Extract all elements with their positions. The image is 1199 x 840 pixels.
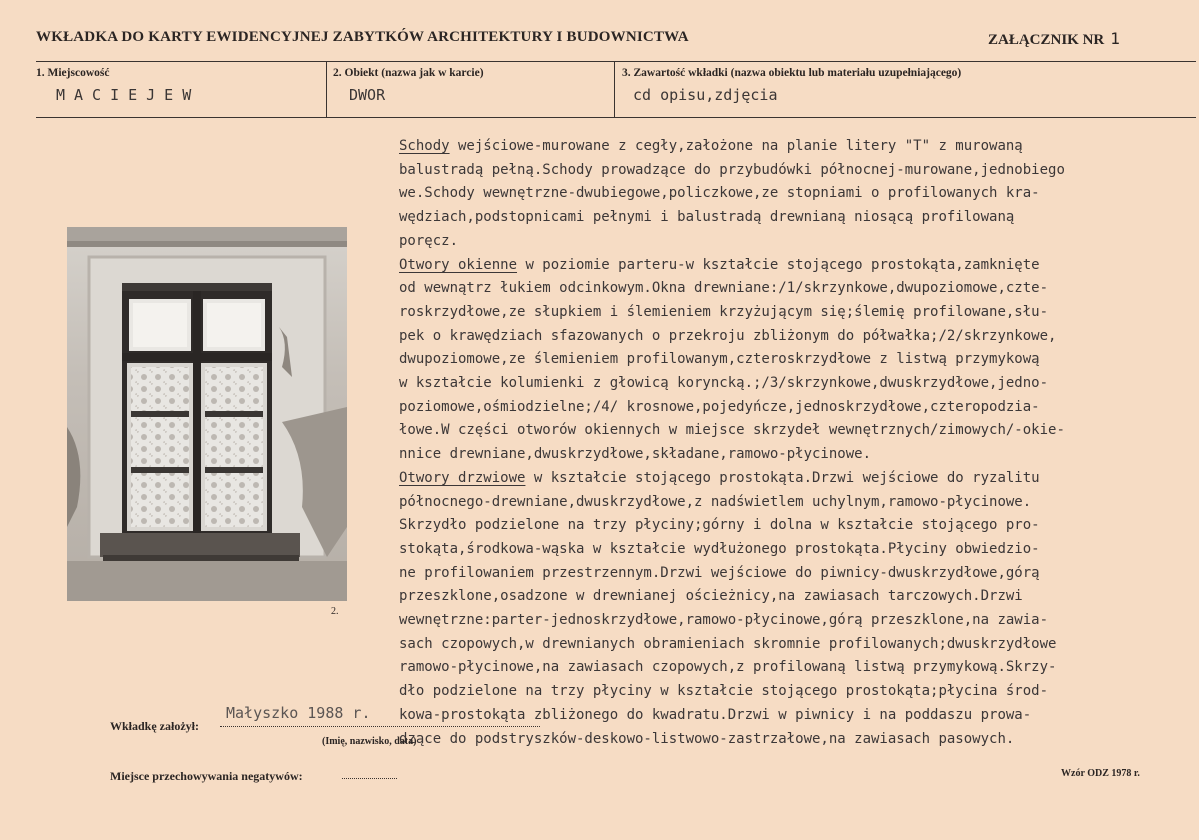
object-value: DWOR	[349, 86, 386, 104]
line-text: poręcz.	[399, 232, 459, 249]
negatives-label: Miejsce przechowywania negatywów:	[110, 769, 303, 783]
line-text: we.Schody wewnętrzne-dwubiegowe,policzkowe,ze stopniami o profilowanych kra-	[399, 185, 1040, 202]
line-text: roskrzydłowe,ze słupkiem i ślemieniem krzyżującym się;ślemię profilowane,słu-	[399, 303, 1049, 320]
template-version: Wzór ODZ 1978 r.	[1061, 768, 1140, 779]
line-text: poziomowe,ośmiodzielne;/4/ krosnowe,pojedyńcze,jednoskrzydłowe,czteropodzia-	[399, 398, 1040, 415]
line-text: ramowo-płycinowe,na zawiasach czopowych,z profilowaną listwą przymykową.Skrzy-	[399, 659, 1057, 676]
description-line	[399, 443, 1189, 467]
description-line	[399, 301, 1189, 325]
line-text: od wewnątrz łukiem odcinkowym.Okna drewniane:/1/skrzynkowe,dwupoziomowe,czte-	[399, 280, 1049, 297]
content-value: cd opisu,zdjęcia	[633, 86, 778, 104]
window-photo	[67, 227, 347, 601]
object-label: 2. Obiekt (nazwa jak w karcie)	[333, 67, 484, 79]
description-line	[399, 585, 1189, 609]
line-text: wędziach,podstopnicami pełnymi i balustradą drewnianą niosącą profilowaną	[399, 209, 1015, 226]
description-line	[399, 277, 1189, 301]
field-separator	[326, 62, 327, 117]
line-text: dło podzielone na trzy płyciny w kształcie stojącego prostokąta;płycina środ-	[399, 683, 1049, 700]
photo-number: 2.	[331, 606, 339, 617]
line-text: wejściowe-murowane z cegły,założone na planie litery "T" z murowaną	[449, 138, 1023, 154]
header-rule	[36, 61, 1196, 62]
description-line	[399, 633, 1189, 657]
description-line	[399, 348, 1189, 372]
line-text: stokąta,środkowa-wąska w kształcie wydłużonego prostokąta.Płyciny obwiedzio-	[399, 540, 1040, 557]
description-line	[399, 230, 1189, 254]
line-text: wewnętrzne:parter-jednoskrzydłowe,ramowo-płycinowe,górą przeszklone,na zawia-	[399, 612, 1049, 629]
description-line	[399, 491, 1189, 515]
locality-label: 1. Miejscowość	[36, 67, 110, 79]
annex-label	[988, 29, 1120, 49]
description-line	[399, 325, 1189, 349]
line-text: w poziomie parteru-w kształcie stojącego prostokąta,zamknięte	[517, 256, 1040, 273]
line-text: ne profilowaniem przestrzennym.Drzwi wejściowe do piwnicy-dwuskrzydłowe,górą	[399, 564, 1040, 581]
description-line	[399, 182, 1189, 206]
line-text: nnice drewniane,dwuskrzydłowe,składane,ramowo-płycinowe.	[399, 446, 872, 463]
line-text: pek o krawędziach sfazowanych o przekroju zbliżonym do półwałka;/2/skrzynkowe,	[399, 327, 1057, 344]
line-text: przeszklone,osadzone w drewnianej ościeżnicy,na zawiasach tarczowych.Drzwi	[399, 588, 1023, 605]
negatives-line	[342, 778, 397, 779]
description-line	[399, 159, 1189, 183]
description-line	[399, 514, 1189, 538]
description-line	[399, 372, 1189, 396]
description-line	[399, 609, 1189, 633]
line-text: dzące do podstryszków-deskowo-listwowo-zastrzałowe,na zawiasach pasowych.	[399, 730, 1015, 747]
section-heading: Otwory okienne	[399, 256, 518, 273]
line-text: północnego-drewniane,dwuskrzydłowe,z nadświetlem uchylnym,ramowo-płycinowe.	[399, 493, 1032, 510]
description-line	[399, 728, 1189, 752]
description-line	[399, 656, 1189, 680]
description-line	[399, 206, 1189, 230]
author-value: Małyszko 1988 r.	[226, 704, 371, 722]
fields-rule	[36, 117, 1196, 118]
description-line	[399, 680, 1189, 704]
locality-value: MACIEJEW	[56, 86, 201, 104]
content-label: 3. Zawartość wkładki (nazwa obiektu lub materiału uzupełniającego)	[622, 67, 962, 79]
description-line	[399, 135, 1189, 159]
description-text	[399, 135, 1189, 751]
line-text: w kształcie stojącego prostokąta.Drzwi wejściowe do ryzalitu	[525, 469, 1040, 486]
line-text: Skrzydło podzielone na trzy płyciny;górny i dolna w kształcie stojącego pro-	[399, 517, 1040, 534]
field-separator	[614, 62, 615, 117]
document-title: WKŁADKA DO KARTY EWIDENCYJNEJ ZABYTKÓW ARCHITEKTURY I BUDOWNICTWA	[36, 29, 689, 45]
line-text: dwupoziomowe,ze ślemieniem profilowanym,czteroskrzydłowe z listwą przymykową	[399, 351, 1040, 368]
description-line	[399, 538, 1189, 562]
description-line	[399, 467, 1189, 491]
author-label: Wkładkę założył:	[110, 719, 199, 733]
author-line	[220, 726, 540, 727]
line-text: sach czopowych,w drewnianych obramieniach skromnie profilowanych;dwuskrzydłowe	[399, 635, 1057, 652]
description-line	[399, 419, 1189, 443]
author-caption: (Imię, nazwisko, data)	[322, 736, 417, 747]
annex-label-text: ZAŁĄCZNIK NR	[988, 32, 1105, 48]
description-line	[399, 704, 1189, 728]
line-text: kowa-prostokąta zbliżonego do kwadratu.Drzwi w piwnicy i na poddaszu prowa-	[399, 706, 1032, 723]
line-text: balustradą pełną.Schody prowadzące do przybudówki północnej-murowane,jednobiego	[399, 161, 1065, 178]
description-line	[399, 254, 1189, 278]
section-heading: Otwory drzwiowe	[399, 469, 526, 486]
annex-number: 1	[1110, 29, 1120, 48]
line-text: w kształcie kolumienki z głowicą koryncką.;/3/skrzynkowe,dwuskrzydłowe,jedno-	[399, 375, 1049, 392]
window-photo-image	[67, 227, 347, 601]
description-line	[399, 396, 1189, 420]
description-line	[399, 562, 1189, 586]
section-heading: Schody	[399, 138, 450, 154]
line-text: łowe.W części otworów okiennych w miejsce skrzydeł wewnętrznych/zimowych/-okie-	[399, 422, 1065, 439]
